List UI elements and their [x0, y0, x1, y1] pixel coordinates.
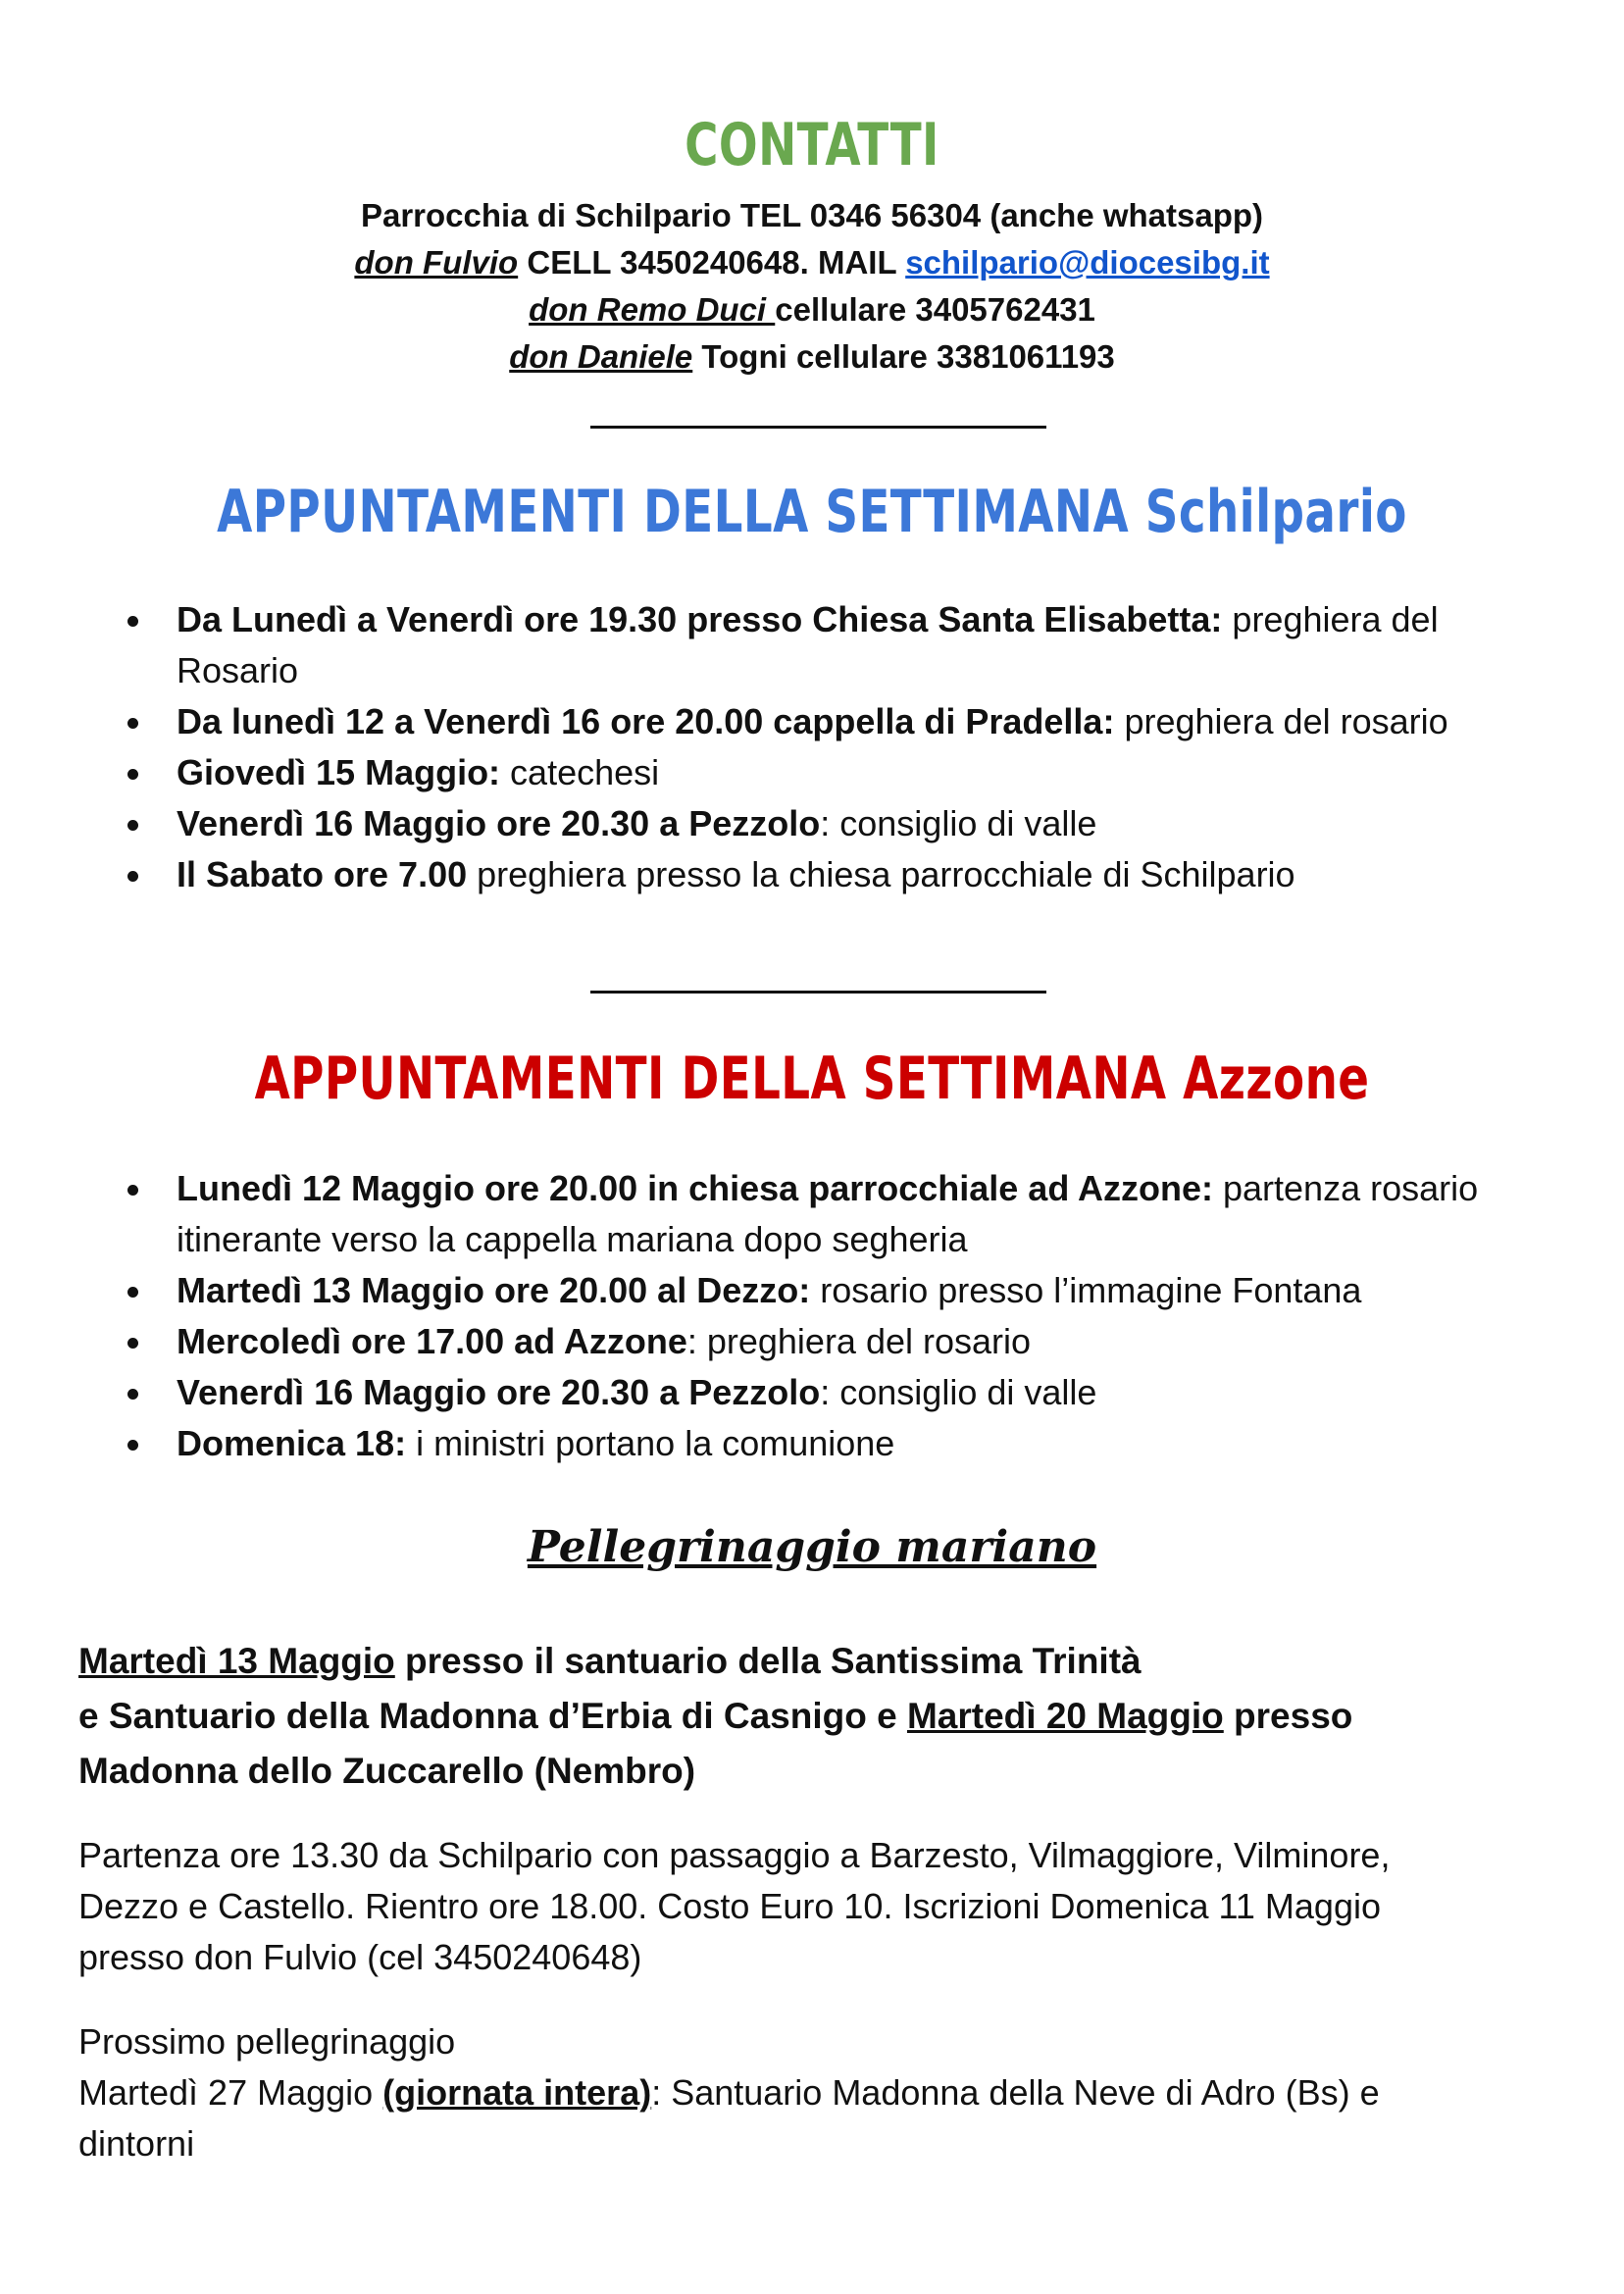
- event-when: Giovedì 15 Maggio:: [177, 752, 501, 792]
- pilgrimage-line-3: Madonna dello Zuccarello (Nembro): [78, 1751, 696, 1791]
- bullet-icon: [127, 871, 138, 882]
- event-what: preghiera del Rosario: [177, 599, 1439, 690]
- event-what: i ministri portano la comunione: [406, 1423, 895, 1463]
- schilpario-title-place: Schilpario: [1144, 478, 1407, 546]
- azzone-events-list: [0, 1163, 1624, 1469]
- event-when: Il Sabato ore 7.00: [177, 854, 468, 894]
- bullet-icon: [127, 718, 138, 729]
- event-what: rosario presso l’immagine Fontana: [810, 1270, 1362, 1310]
- contact-remo-text: cellulare 3405762431: [775, 291, 1095, 328]
- pilgrimage-line2-rest: presso: [1223, 1696, 1353, 1736]
- bullet-icon: [127, 1338, 138, 1349]
- pilgrimage-line-1: [78, 1634, 1569, 1689]
- details-line: presso don Fulvio (cel 3450240648): [78, 1937, 642, 1977]
- schilpario-title-main: APPUNTAMENTI DELLA SETTIMANA: [217, 478, 1130, 546]
- event-what: preghiera del rosario: [1114, 701, 1448, 741]
- next-pilgrimage-full-day: (giornata intera): [382, 2072, 652, 2113]
- pilgrimage-main: [78, 1634, 1569, 1799]
- event-what: : preghiera del rosario: [686, 1321, 1032, 1361]
- email-link[interactable]: schilpario@diocesibg.it: [905, 244, 1270, 280]
- bullet-icon: [127, 1287, 138, 1298]
- event-when: Da lunedì 12 a Venerdì 16 ore 20.00 cappella di Pradella:: [177, 701, 1115, 741]
- event-when: Da Lunedì a Venerdì ore 19.30 presso Chiesa Santa Elisabetta:: [177, 599, 1223, 639]
- pilgrimage-line1-rest: presso il santuario della Santissima Trinità: [394, 1641, 1142, 1681]
- event-what: : consiglio di valle: [820, 1372, 1097, 1412]
- event-when: Martedì 13 Maggio ore 20.00 al Dezzo:: [177, 1270, 811, 1310]
- bullet-icon: [127, 820, 138, 831]
- list-item: [0, 1418, 1624, 1469]
- bullet-icon: [127, 616, 138, 627]
- next-pilgrimage-date: Martedì 27 Maggio: [78, 2072, 383, 2113]
- event-when: Mercoledì ore 17.00 ad Azzone: [177, 1321, 687, 1361]
- contact-name-remo: don Remo Duci: [529, 291, 776, 328]
- next-pilgrimage-rest-2: dintorni: [78, 2123, 195, 2164]
- next-pilgrimage: [78, 2016, 1569, 2169]
- list-item: [0, 1316, 1624, 1367]
- pilgrimage-title: [0, 1518, 1624, 1577]
- pilgrimage-date-1: Martedì 13 Maggio: [78, 1641, 395, 1681]
- event-what: catechesi: [500, 752, 660, 792]
- divider: [590, 991, 1046, 994]
- list-item: [0, 1163, 1624, 1265]
- contact-name-daniele: don Daniele: [509, 338, 693, 375]
- pilgrimage-title-text: Pellegrinaggio mariano: [527, 1522, 1097, 1572]
- bullet-icon: [127, 769, 138, 780]
- contact-line-fulvio: [0, 239, 1624, 286]
- event-what: partenza rosario itinerante verso la cappella mariana dopo segheria: [177, 1168, 1479, 1259]
- event-what: preghiera presso la chiesa parrocchiale di Schilpario: [467, 854, 1295, 894]
- pilgrimage-line2-start: e Santuario della Madonna d’Erbia di Casnigo e: [78, 1696, 907, 1736]
- pilgrimage-details: [78, 1830, 1569, 1983]
- list-item: [0, 1265, 1624, 1316]
- list-item: [0, 849, 1624, 900]
- details-line: Partenza ore 13.30 da Schilpario con passaggio a Barzesto, Vilmaggiore, Vilminore,: [78, 1835, 1391, 1875]
- next-pilgrimage-label: Prossimo pellegrinaggio: [78, 2021, 456, 2062]
- azzone-title: [178, 1042, 1446, 1116]
- contact-line-daniele: [0, 333, 1624, 381]
- list-item: [0, 798, 1624, 849]
- next-pilgrimage-rest: : Santuario Madonna della Neve di Adro (Bs) e: [651, 2072, 1380, 2113]
- pilgrimage-line-2: [78, 1689, 1569, 1744]
- schilpario-events-list: [0, 594, 1624, 900]
- event-when: Venerdì 16 Maggio ore 20.30 a Pezzolo: [177, 1372, 821, 1412]
- schilpario-title: [178, 475, 1446, 549]
- azzone-title-place: Azzone: [1183, 1045, 1370, 1113]
- details-line: Dezzo e Castello. Rientro ore 18.00. Costo Euro 10. Iscrizioni Domenica 11 Maggio: [78, 1886, 1381, 1926]
- event-what: : consiglio di valle: [820, 803, 1097, 843]
- list-item: [0, 696, 1624, 747]
- bullet-icon: [127, 1440, 138, 1451]
- next-pilgrimage-line: [78, 2067, 1569, 2118]
- pilgrimage-date-2: Martedì 20 Maggio: [906, 1696, 1224, 1736]
- event-when: Lunedì 12 Maggio ore 20.00 in chiesa parrocchiale ad Azzone:: [177, 1168, 1213, 1208]
- event-when: Domenica 18:: [177, 1423, 407, 1463]
- contact-daniele-text: Togni cellulare 3381061193: [692, 338, 1115, 375]
- azzone-title-main: APPUNTAMENTI DELLA SETTIMANA: [254, 1045, 1167, 1113]
- bullet-icon: [127, 1389, 138, 1400]
- contact-line-parish: Parrocchia di Schilpario TEL 0346 56304 (anche whatsapp): [360, 197, 1264, 233]
- event-when: Venerdì 16 Maggio ore 20.30 a Pezzolo: [177, 803, 821, 843]
- contacts-title: CONTATTI: [685, 111, 939, 179]
- contact-line-remo: [0, 286, 1624, 333]
- divider: [590, 426, 1046, 429]
- contacts-block: [0, 192, 1624, 381]
- bullet-icon: [127, 1185, 138, 1196]
- contact-fulvio-text: CELL 3450240648. MAIL: [518, 244, 906, 280]
- list-item: [0, 1367, 1624, 1418]
- list-item: [0, 594, 1624, 696]
- contact-name-fulvio: don Fulvio: [354, 244, 519, 280]
- list-item: [0, 747, 1624, 798]
